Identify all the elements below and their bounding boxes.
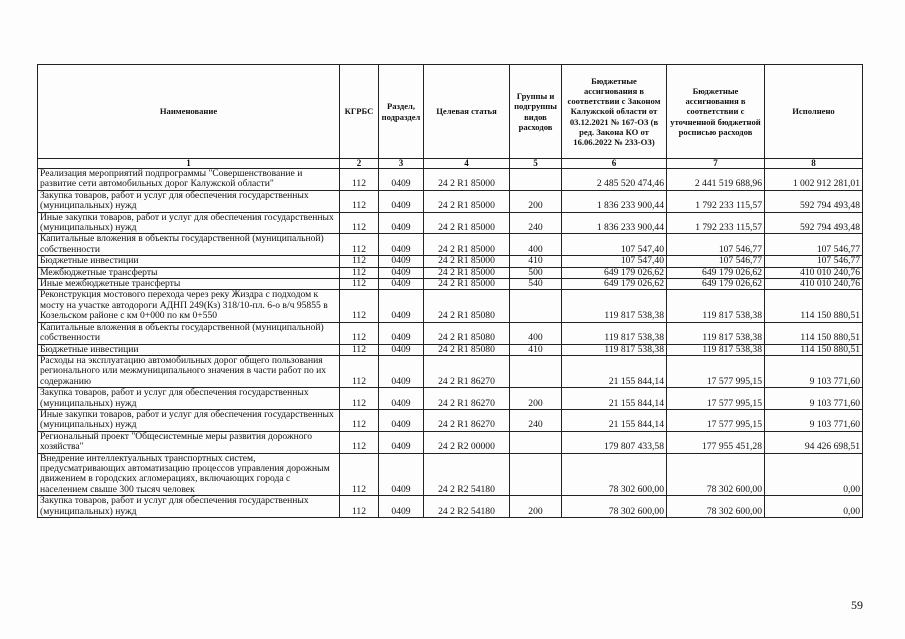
table-row: [38, 212, 863, 234]
header-executed: Исполнено: [765, 65, 863, 159]
cell-executed: 0,00: [765, 453, 863, 496]
cell-group: [510, 169, 562, 191]
cell-executed: 410 010 240,76: [765, 279, 863, 290]
cell-revised: 649 179 026,62: [667, 279, 765, 290]
cell-section: 0409: [379, 322, 424, 344]
cell-revised: 119 817 538,38: [667, 344, 765, 355]
table-row: [38, 355, 863, 387]
cell-kgrbs: 112: [340, 344, 379, 355]
table-row: [38, 388, 863, 410]
cell-target: 24 2 R2 54180: [424, 496, 510, 518]
cell-revised: 107 546,77: [667, 234, 765, 256]
cell-section: 0409: [379, 388, 424, 410]
column-number: 4: [424, 159, 510, 169]
cell-group: [510, 431, 562, 453]
cell-law: 107 547,40: [562, 256, 667, 267]
column-number: 2: [340, 159, 379, 169]
cell-kgrbs: 112: [340, 453, 379, 496]
table-row: [38, 431, 863, 453]
header-section: Раздел, подраздел: [379, 65, 424, 159]
cell-law: 2 485 520 474,46: [562, 169, 667, 191]
header-name: Наименование: [38, 65, 340, 159]
cell-group: 540: [510, 279, 562, 290]
cell-name: Капитальные вложения в объекты государственной (муниципальной) собственности: [38, 322, 340, 344]
cell-name: Внедрение интеллектуальных транспортных систем, предусматривающих автоматизацию процессов управления дорожным движением в городских агломерациях, включающих города с населением свыше 300 тысяч человек: [38, 453, 340, 496]
cell-section: 0409: [379, 496, 424, 518]
cell-kgrbs: 112: [340, 355, 379, 387]
cell-revised: 649 179 026,62: [667, 267, 765, 278]
header-revised: Бюджетные ассигнования в соответствии с уточненной бюджетной росписью расходов: [667, 65, 765, 159]
cell-group: 400: [510, 322, 562, 344]
cell-section: 0409: [379, 267, 424, 278]
cell-revised: 1 792 233 115,57: [667, 190, 765, 212]
cell-name: Реконструкция мостового перехода через реку Жиздра с подходом к мосту на участке автодороги АДНП 249(Кз) 318/10-пл. 6-о в/ч 95855 в Козельском районе с км 0+000 по км 0+550: [38, 290, 340, 322]
table-row: [38, 496, 863, 518]
cell-target: 24 2 R1 86270: [424, 388, 510, 410]
cell-executed: 114 150 880,51: [765, 322, 863, 344]
cell-kgrbs: 112: [340, 409, 379, 431]
cell-target: 24 2 R1 85080: [424, 322, 510, 344]
table-row: [38, 322, 863, 344]
table-row: [38, 234, 863, 256]
cell-revised: 1 792 233 115,57: [667, 212, 765, 234]
table-row: [38, 169, 863, 191]
cell-name: Бюджетные инвестиции: [38, 256, 340, 267]
header-groups: Группы и подгруппы видов расходов: [510, 65, 562, 159]
cell-name: Закупка товаров, работ и услуг для обеспечения государственных (муниципальных) нужд: [38, 496, 340, 518]
cell-executed: 9 103 771,60: [765, 355, 863, 387]
cell-group: 400: [510, 234, 562, 256]
cell-section: 0409: [379, 279, 424, 290]
cell-kgrbs: 112: [340, 234, 379, 256]
cell-law: 21 155 844,14: [562, 355, 667, 387]
cell-section: 0409: [379, 409, 424, 431]
cell-executed: 592 794 493,48: [765, 212, 863, 234]
column-number: 5: [510, 159, 562, 169]
table-row: [38, 409, 863, 431]
cell-law: 649 179 026,62: [562, 279, 667, 290]
cell-target: 24 2 R1 85000: [424, 256, 510, 267]
cell-name: Межбюджетные трансферты: [38, 267, 340, 278]
column-numbers-row: [38, 159, 863, 169]
cell-name: Расходы на эксплуатацию автомобильных дорог общего пользования регионального или межмуниципального значения в части работ по их содержанию: [38, 355, 340, 387]
cell-name: Реализация мероприятий подпрограммы "Совершенствование и развитие сети автомобильных дорог Калужской области": [38, 169, 340, 191]
page-number: 59: [851, 598, 863, 612]
cell-group: 240: [510, 409, 562, 431]
cell-group: 410: [510, 344, 562, 355]
budget-table: [37, 64, 863, 518]
cell-revised: 119 817 538,38: [667, 290, 765, 322]
cell-law: 78 302 600,00: [562, 453, 667, 496]
table-row: [38, 279, 863, 290]
cell-law: 1 836 233 900,44: [562, 190, 667, 212]
cell-section: 0409: [379, 431, 424, 453]
column-number: 8: [765, 159, 863, 169]
cell-law: 21 155 844,14: [562, 409, 667, 431]
cell-section: 0409: [379, 344, 424, 355]
cell-name: Иные закупки товаров, работ и услуг для обеспечения государственных (муниципальных) нужд: [38, 409, 340, 431]
cell-revised: 107 546,77: [667, 256, 765, 267]
cell-kgrbs: 112: [340, 212, 379, 234]
header-target: Целевая статья: [424, 65, 510, 159]
cell-kgrbs: 112: [340, 169, 379, 191]
cell-kgrbs: 112: [340, 431, 379, 453]
table-row: [38, 453, 863, 496]
cell-target: 24 2 R1 85080: [424, 290, 510, 322]
cell-executed: 114 150 880,51: [765, 290, 863, 322]
cell-executed: 410 010 240,76: [765, 267, 863, 278]
cell-name: Капитальные вложения в объекты государственной (муниципальной) собственности: [38, 234, 340, 256]
cell-executed: 107 546,77: [765, 256, 863, 267]
cell-law: 119 817 538,38: [562, 344, 667, 355]
cell-revised: 2 441 519 688,96: [667, 169, 765, 191]
cell-group: 240: [510, 212, 562, 234]
cell-target: 24 2 R1 85080: [424, 344, 510, 355]
table-row: [38, 190, 863, 212]
cell-name: Иные межбюджетные трансферты: [38, 279, 340, 290]
cell-kgrbs: 112: [340, 322, 379, 344]
cell-target: 24 2 R1 85000: [424, 234, 510, 256]
column-number: 1: [38, 159, 340, 169]
column-number: 3: [379, 159, 424, 169]
cell-target: 24 2 R1 86270: [424, 355, 510, 387]
cell-name: Иные закупки товаров, работ и услуг для обеспечения государственных (муниципальных) нужд: [38, 212, 340, 234]
cell-revised: 177 955 451,28: [667, 431, 765, 453]
cell-law: 107 547,40: [562, 234, 667, 256]
cell-section: 0409: [379, 355, 424, 387]
cell-kgrbs: 112: [340, 279, 379, 290]
cell-name: Закупка товаров, работ и услуг для обеспечения государственных (муниципальных) нужд: [38, 190, 340, 212]
cell-group: 410: [510, 256, 562, 267]
cell-name: Закупка товаров, работ и услуг для обеспечения государственных (муниципальных) нужд: [38, 388, 340, 410]
cell-law: 119 817 538,38: [562, 322, 667, 344]
cell-kgrbs: 112: [340, 290, 379, 322]
cell-revised: 119 817 538,38: [667, 322, 765, 344]
cell-section: 0409: [379, 453, 424, 496]
cell-section: 0409: [379, 212, 424, 234]
table-row: [38, 344, 863, 355]
cell-group: 500: [510, 267, 562, 278]
cell-kgrbs: 112: [340, 190, 379, 212]
cell-group: 200: [510, 190, 562, 212]
table-row: [38, 256, 863, 267]
cell-name: Бюджетные инвестиции: [38, 344, 340, 355]
cell-executed: 9 103 771,60: [765, 388, 863, 410]
cell-group: [510, 453, 562, 496]
cell-revised: 17 577 995,15: [667, 355, 765, 387]
cell-target: 24 2 R1 85000: [424, 212, 510, 234]
cell-executed: 0,00: [765, 496, 863, 518]
cell-executed: 107 546,77: [765, 234, 863, 256]
header-law: Бюджетные ассигнования в соответствии с Законом Калужской области от 03.12.2021 № 167-ОЗ (в ред. Закона КО от 16.06.2022 № 233-ОЗ): [562, 65, 667, 159]
cell-law: 179 807 433,58: [562, 431, 667, 453]
cell-revised: 78 302 600,00: [667, 453, 765, 496]
cell-kgrbs: 112: [340, 388, 379, 410]
cell-section: 0409: [379, 256, 424, 267]
cell-group: 200: [510, 496, 562, 518]
cell-law: 649 179 026,62: [562, 267, 667, 278]
cell-target: 24 2 R1 85000: [424, 190, 510, 212]
cell-group: [510, 355, 562, 387]
cell-law: 78 302 600,00: [562, 496, 667, 518]
header-kgrbs: КГРБС: [340, 65, 379, 159]
cell-group: [510, 290, 562, 322]
cell-target: 24 2 R1 85000: [424, 279, 510, 290]
cell-revised: 17 577 995,15: [667, 409, 765, 431]
cell-section: 0409: [379, 234, 424, 256]
cell-target: 24 2 R2 54180: [424, 453, 510, 496]
header-row: [38, 65, 863, 159]
cell-revised: 78 302 600,00: [667, 496, 765, 518]
cell-section: 0409: [379, 169, 424, 191]
table-body: [38, 169, 863, 518]
cell-executed: 94 426 698,51: [765, 431, 863, 453]
cell-group: 200: [510, 388, 562, 410]
cell-target: 24 2 R2 00000: [424, 431, 510, 453]
cell-kgrbs: 112: [340, 496, 379, 518]
cell-law: 1 836 233 900,44: [562, 212, 667, 234]
cell-target: 24 2 R1 85000: [424, 267, 510, 278]
cell-law: 119 817 538,38: [562, 290, 667, 322]
cell-section: 0409: [379, 190, 424, 212]
cell-kgrbs: 112: [340, 256, 379, 267]
cell-executed: 1 002 912 281,01: [765, 169, 863, 191]
cell-section: 0409: [379, 290, 424, 322]
cell-executed: 9 103 771,60: [765, 409, 863, 431]
cell-target: 24 2 R1 85000: [424, 169, 510, 191]
column-number: 7: [667, 159, 765, 169]
cell-executed: 114 150 880,51: [765, 344, 863, 355]
cell-revised: 17 577 995,15: [667, 388, 765, 410]
column-number: 6: [562, 159, 667, 169]
table-row: [38, 267, 863, 278]
cell-target: 24 2 R1 86270: [424, 409, 510, 431]
cell-law: 21 155 844,14: [562, 388, 667, 410]
table-row: [38, 290, 863, 322]
cell-executed: 592 794 493,48: [765, 190, 863, 212]
cell-name: Региональный проект "Общесистемные меры развития дорожного хозяйства": [38, 431, 340, 453]
cell-kgrbs: 112: [340, 267, 379, 278]
